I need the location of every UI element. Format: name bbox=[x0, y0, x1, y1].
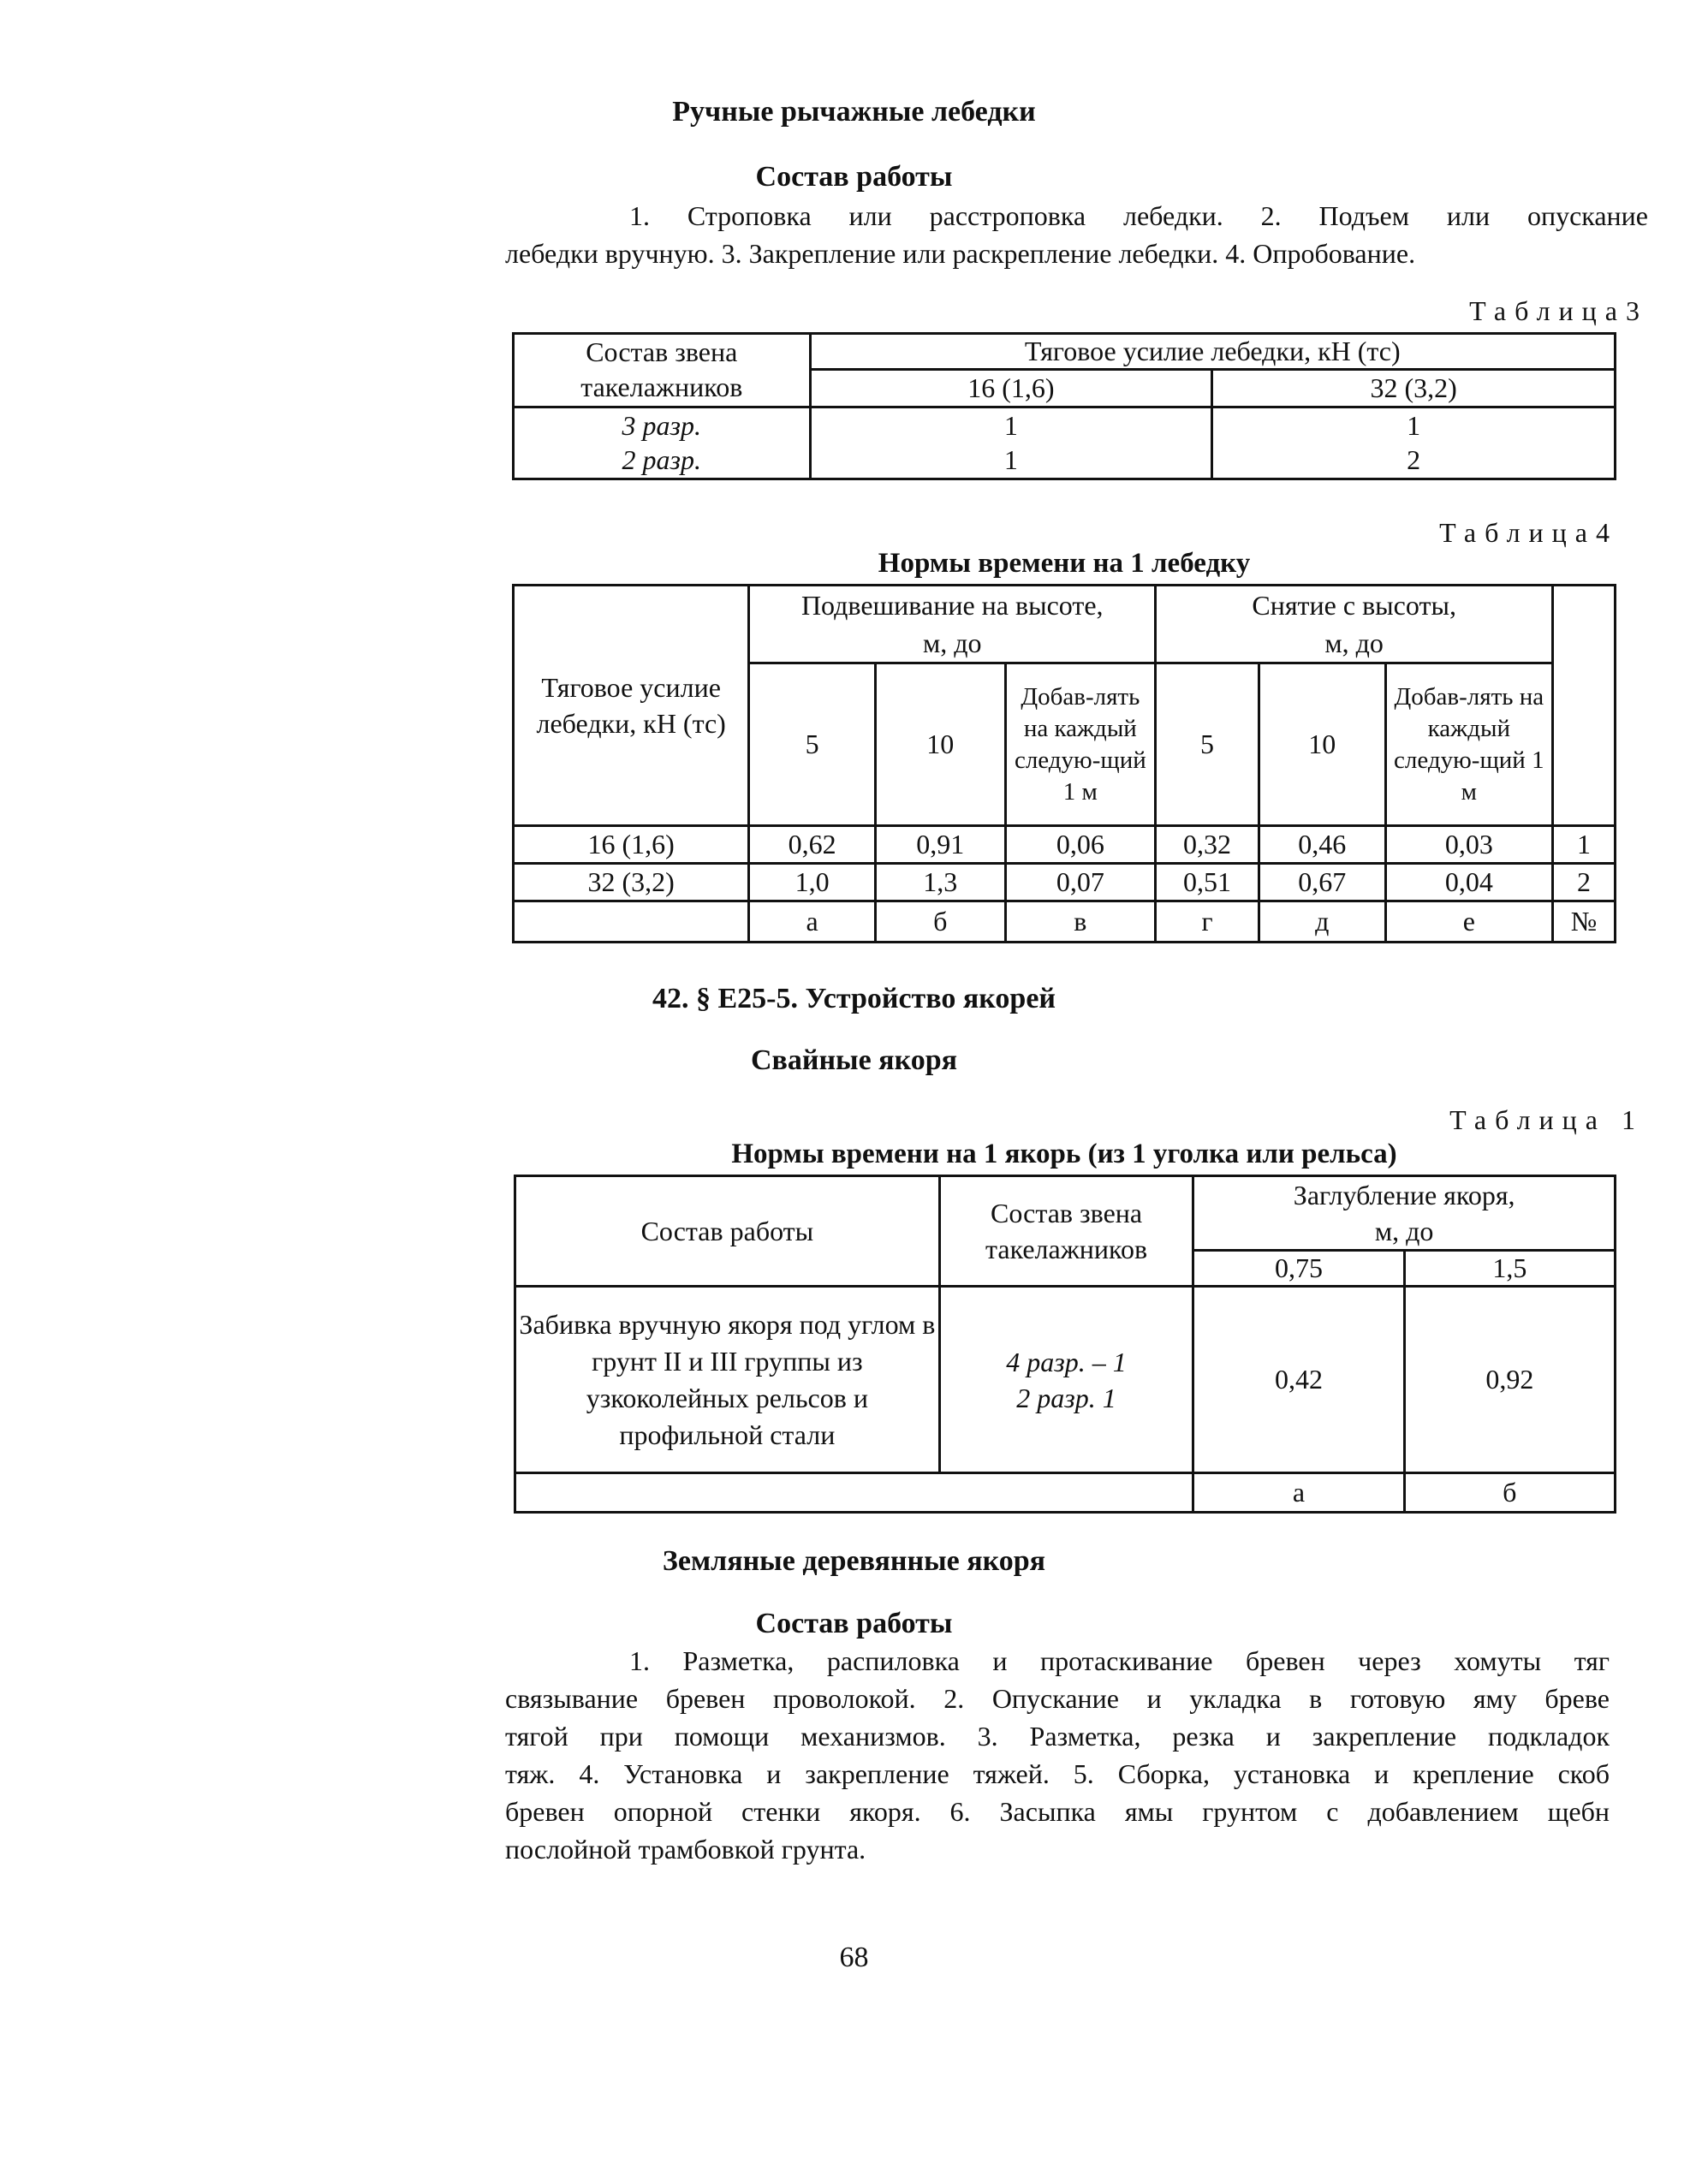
earth-text-line-3: тягой при помощи механизмов. 3. Разметка, резка и закрепление подкладок bbox=[505, 1721, 1610, 1752]
table1-letter-b: б bbox=[1404, 1473, 1615, 1513]
table-row bbox=[514, 901, 1616, 943]
table4-sub-1: 5 bbox=[749, 663, 876, 826]
table1-caption: Нормы времени на 1 якорь (из 1 уголка или рельса) bbox=[731, 1139, 1397, 1169]
table3-header-col2: 32 (3,2) bbox=[1212, 370, 1616, 407]
table1-letter-a: а bbox=[1193, 1473, 1404, 1513]
table4-row1-b: 0,91 bbox=[875, 826, 1005, 864]
work-text-line-2: лебедки вручную. 3. Закрепление или раскрепление лебедки. 4. Опробование. bbox=[505, 238, 1416, 269]
work-text-line-1: 1. Строповка или расстроповка лебедки. 2. Подъем или опускание bbox=[629, 200, 1648, 231]
table4-row1-e: 0,03 bbox=[1385, 826, 1553, 864]
table4-letter-v: в bbox=[1005, 901, 1156, 943]
page-number: 68 bbox=[839, 1942, 869, 1973]
table3-label: Таблица3 bbox=[1469, 295, 1648, 326]
table3-row1-v1: 1 bbox=[810, 407, 1212, 443]
table4-row2-a: 1,0 bbox=[749, 864, 876, 901]
table4-header-hang-line2: м, до bbox=[922, 627, 982, 658]
table4-num-sign: № bbox=[1553, 901, 1616, 943]
table4-sub-6: Добав-лять на каждый следую-щий 1 м bbox=[1385, 663, 1553, 826]
table4-header-force: Тяговое усилие лебедки, кН (тс) bbox=[514, 586, 749, 826]
table3-row2-label: 2 разр. bbox=[514, 443, 811, 479]
table4-sub-5: 10 bbox=[1259, 663, 1385, 826]
table1-header-depth bbox=[1193, 1176, 1616, 1251]
table4-row2-g: 0,51 bbox=[1156, 864, 1259, 901]
table-row bbox=[514, 443, 1616, 479]
table4 bbox=[512, 584, 1616, 943]
table-row bbox=[515, 1473, 1616, 1513]
earth-work-composition-text bbox=[505, 1642, 1610, 1868]
table4-row2-v: 0,07 bbox=[1005, 864, 1156, 901]
table1-header-depth-line2: м, до bbox=[1374, 1216, 1434, 1246]
table1-crew-line2: 2 разр. 1 bbox=[1016, 1382, 1116, 1413]
table1-label: Таблица 1 bbox=[1449, 1104, 1644, 1135]
table1-depth-1: 0,75 bbox=[1193, 1251, 1404, 1287]
table1-header-depth-line1: Заглубление якоря, bbox=[1293, 1180, 1515, 1210]
table1-depth-2: 1,5 bbox=[1404, 1251, 1615, 1287]
table-row bbox=[514, 826, 1616, 864]
table4-header-remove bbox=[1156, 586, 1553, 663]
table4-header-hang bbox=[749, 586, 1156, 663]
table4-letter-e: е bbox=[1385, 901, 1553, 943]
table-row bbox=[514, 407, 1616, 443]
earth-text-line-1: 1. Разметка, распиловка и протаскивание бревен через хомуты тяг bbox=[629, 1645, 1610, 1676]
table1-work-description: Забивка вручную якоря под углом в грунт II и III группы из узкоколейных рельсов и профильной стали bbox=[515, 1287, 940, 1473]
table4-row2-force: 32 (3,2) bbox=[514, 864, 749, 901]
table3-row2-v2: 2 bbox=[1212, 443, 1616, 479]
table4-row2-num: 2 bbox=[1553, 864, 1616, 901]
table4-letter-a: а bbox=[749, 901, 876, 943]
table3-row1-label: 3 разр. bbox=[514, 407, 811, 443]
table1-crew-line1: 4 разр. – 1 bbox=[1006, 1346, 1127, 1377]
table4-header-hang-line1: Подвешивание на высоте, bbox=[800, 590, 1104, 621]
table4-row1-v: 0,06 bbox=[1005, 826, 1156, 864]
table-row bbox=[514, 864, 1616, 901]
earth-text-line-4: тяж. 4. Установка и закрепление тяжей. 5. Сборка, установка и крепление скоб bbox=[505, 1758, 1610, 1789]
table4-header-num-blank bbox=[1553, 586, 1616, 826]
table4-sub-2: 10 bbox=[875, 663, 1005, 826]
table4-row2-b: 1,3 bbox=[875, 864, 1005, 901]
table1-crew bbox=[939, 1287, 1193, 1473]
table4-header-remove-line2: м, до bbox=[1324, 627, 1384, 658]
section-subtitle-pile-anchors: Свайные якоря bbox=[750, 1044, 958, 1076]
earth-text-line-5: бревен опорной стенки якоря. 6. Засыпка ямы грунтом с добавлением щебн bbox=[505, 1796, 1610, 1827]
table4-header-remove-line1: Снятие с высоты, bbox=[1252, 590, 1456, 621]
table3-header-col1: 16 (1,6) bbox=[810, 370, 1212, 407]
table3-header-crew-1: Состав звена bbox=[514, 334, 811, 370]
table1-value-a: 0,42 bbox=[1193, 1287, 1404, 1473]
table3-row2-v1: 1 bbox=[810, 443, 1212, 479]
table4-caption: Нормы времени на 1 лебедку bbox=[878, 548, 1251, 579]
table4-letters-blank bbox=[514, 901, 749, 943]
work-composition-title: Состав работы bbox=[755, 161, 953, 193]
table1-header-work: Состав работы bbox=[515, 1176, 940, 1287]
table3-header-crew-2: такелажников bbox=[514, 370, 811, 407]
table1 bbox=[514, 1175, 1616, 1514]
table4-letter-d: д bbox=[1259, 901, 1385, 943]
earth-work-composition-title: Состав работы bbox=[755, 1608, 953, 1639]
section-title-winches: Ручные рычажные лебедки bbox=[672, 96, 1036, 128]
table4-sub-3: Добав-лять на каждый следую-щий 1 м bbox=[1005, 663, 1156, 826]
table4-sub-4: 5 bbox=[1156, 663, 1259, 826]
table4-row2-d: 0,67 bbox=[1259, 864, 1385, 901]
table4-row1-g: 0,32 bbox=[1156, 826, 1259, 864]
table3 bbox=[512, 332, 1616, 480]
table4-row2-e: 0,04 bbox=[1385, 864, 1553, 901]
section-title-earth-anchors: Земляные деревянные якоря bbox=[662, 1545, 1046, 1577]
table3-header-force: Тяговое усилие лебедки, кН (тс) bbox=[810, 334, 1615, 370]
table1-header-crew: Состав звена такелажников bbox=[939, 1176, 1193, 1287]
table4-row1-d: 0,46 bbox=[1259, 826, 1385, 864]
table1-value-b: 0,92 bbox=[1404, 1287, 1615, 1473]
table4-letter-b: б bbox=[875, 901, 1005, 943]
table1-letters-blank bbox=[515, 1473, 1193, 1513]
table3-row1-v2: 1 bbox=[1212, 407, 1616, 443]
table4-row1-num: 1 bbox=[1553, 826, 1616, 864]
table4-row1-force: 16 (1,6) bbox=[514, 826, 749, 864]
section-title-anchors: 42. § Е25-5. Устройство якорей bbox=[652, 983, 1056, 1014]
table4-label: Таблица4 bbox=[1439, 517, 1618, 548]
earth-text-line-2: связывание бревен проволокой. 2. Опускание и укладка в готовую яму бреве bbox=[505, 1683, 1610, 1714]
work-composition-text bbox=[505, 197, 1648, 272]
earth-text-line-6: послойной трамбовкой грунта. bbox=[505, 1834, 866, 1865]
table4-row1-a: 0,62 bbox=[749, 826, 876, 864]
table-row bbox=[515, 1287, 1616, 1473]
table4-letter-g: г bbox=[1156, 901, 1259, 943]
